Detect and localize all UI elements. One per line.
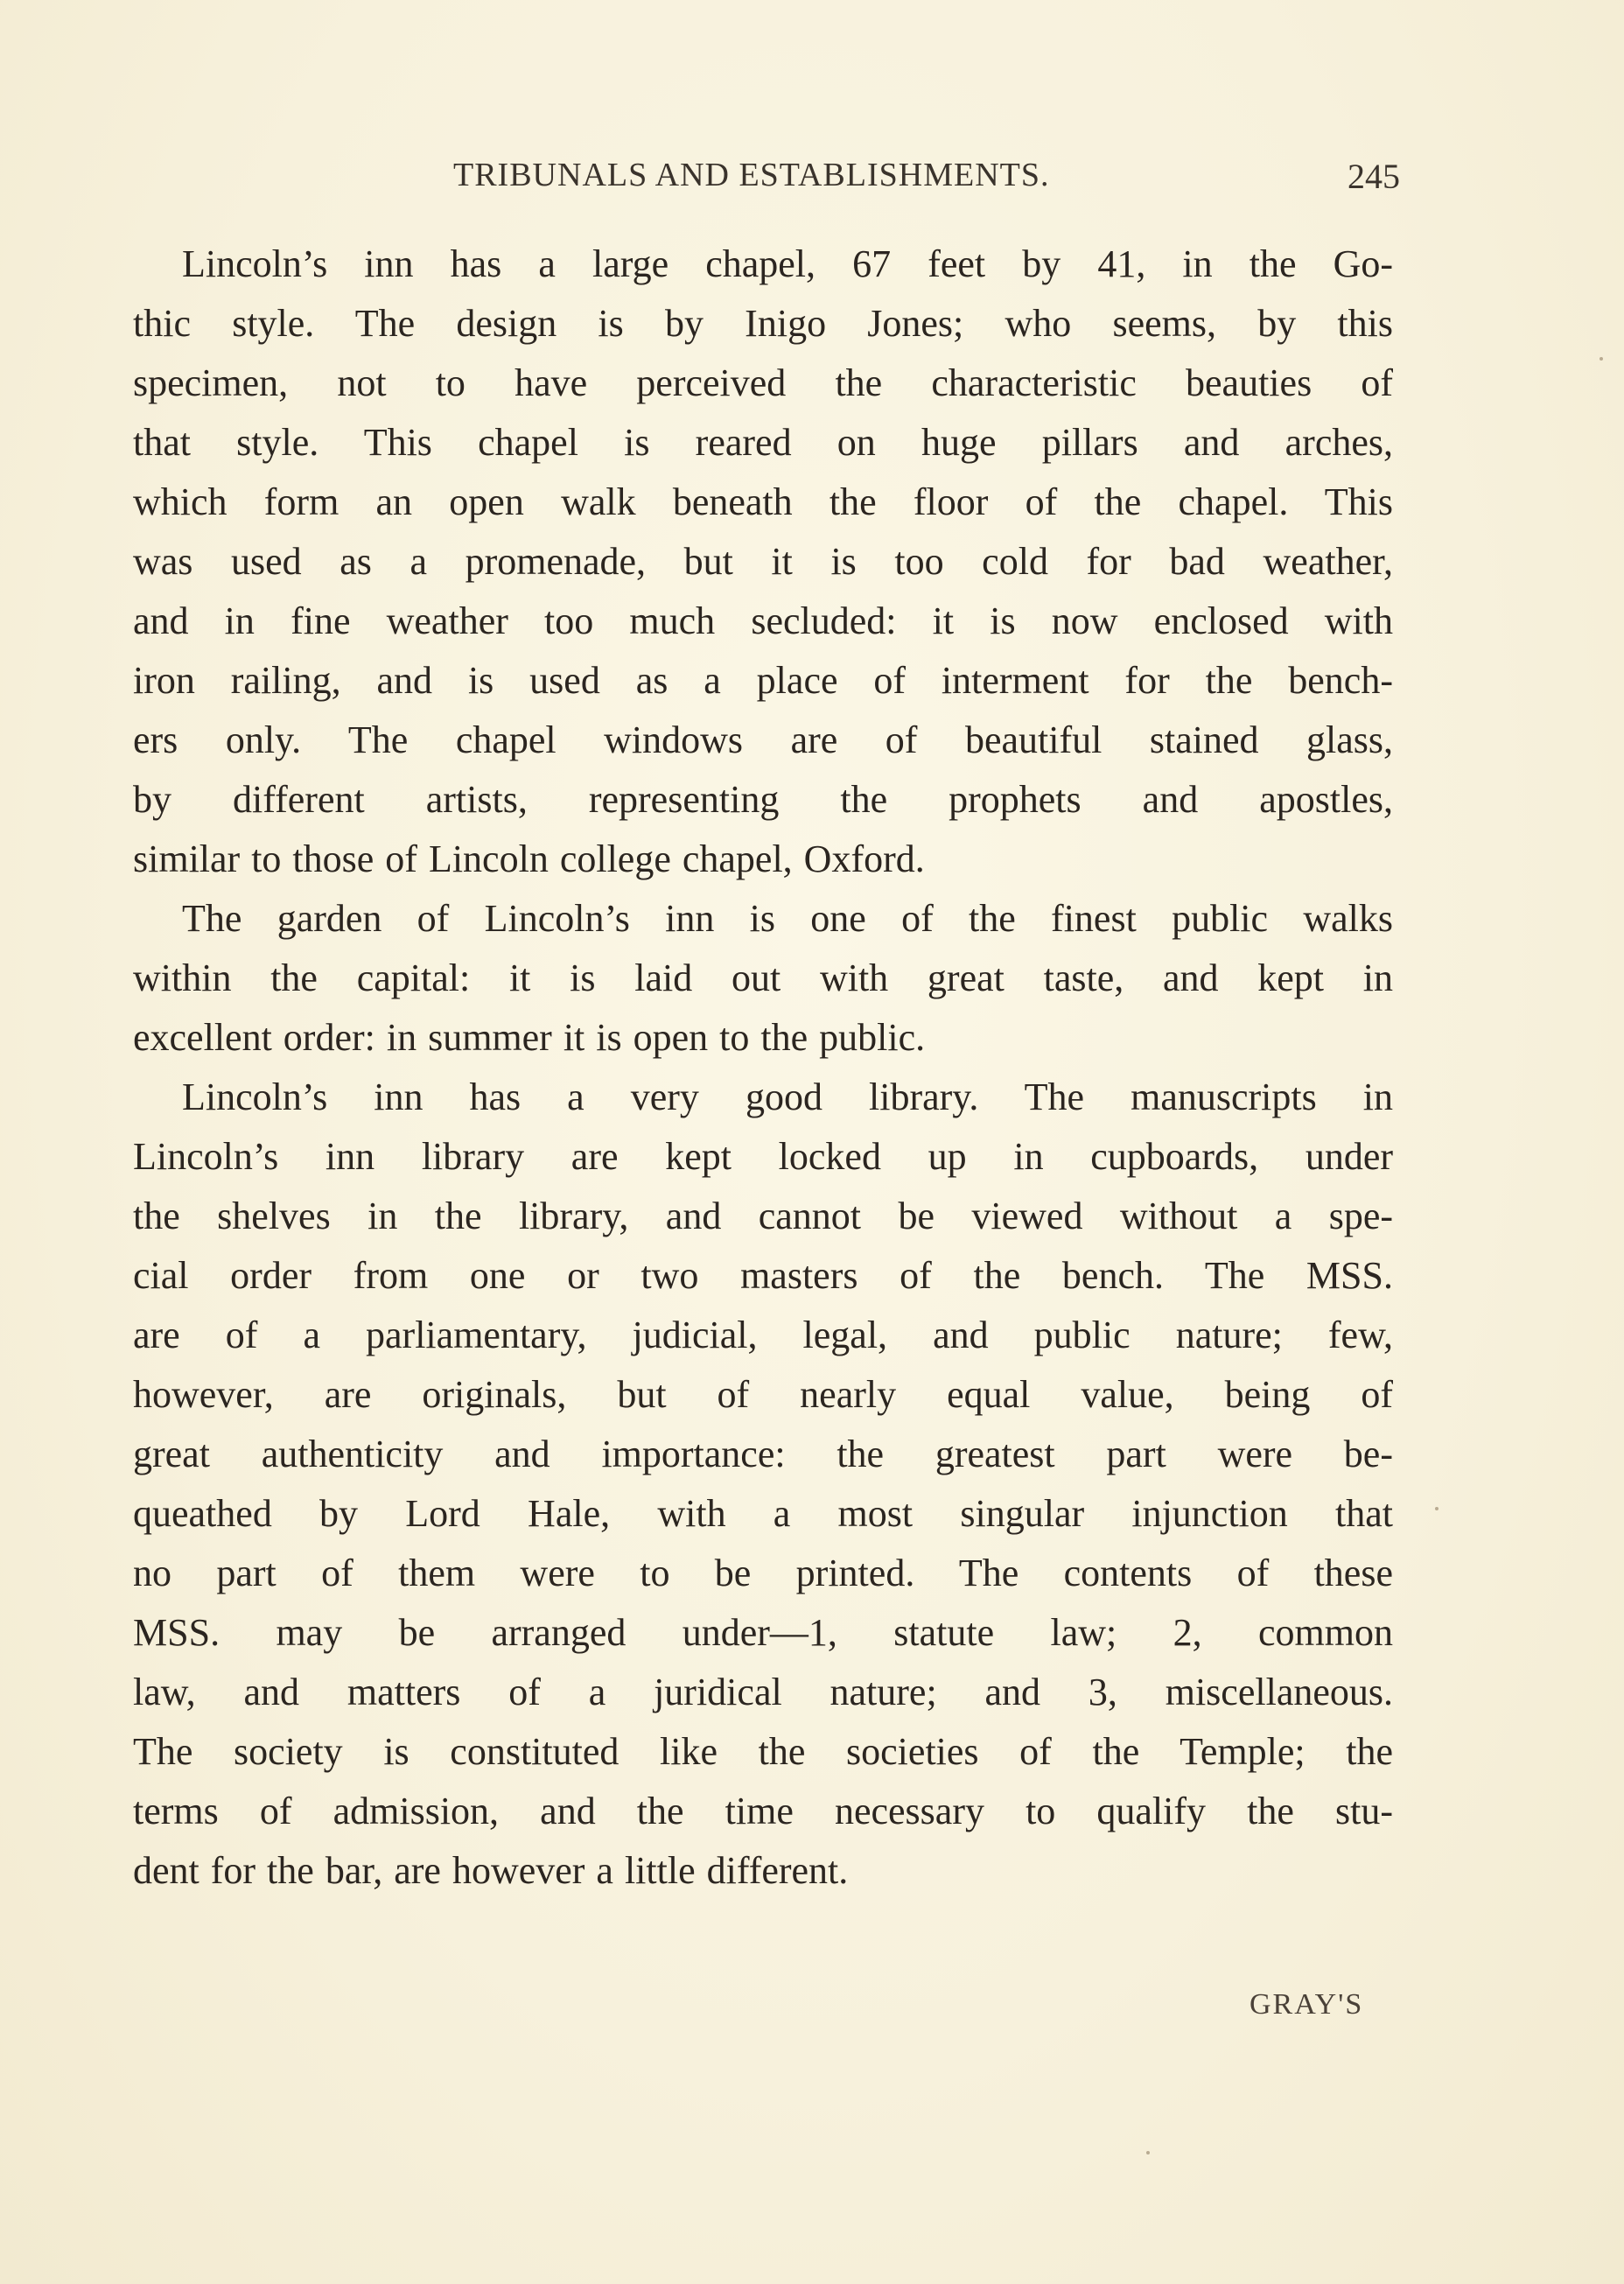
text-line: cial order from one or two masters of the bench. The MSS. xyxy=(133,1254,1393,1297)
text-line: excellent order: in summer it is open to the public. xyxy=(133,1016,926,1059)
text-line: was used as a promenade, but it is too cold for bad weather, xyxy=(133,540,1393,583)
text-line: within the capital: it is laid out with great taste, and kept in xyxy=(133,956,1393,999)
page-number: 245 xyxy=(1348,157,1400,196)
text-line: queathed by Lord Hale, with a most singular injunction that xyxy=(133,1492,1393,1535)
text-line: Lincoln’s inn library are kept locked up in cupboards, under xyxy=(133,1135,1393,1178)
text-line: terms of admission, and the time necessary to qualify the stu- xyxy=(133,1790,1393,1832)
text-line: the shelves in the library, and cannot be viewed without a spe- xyxy=(133,1195,1393,1237)
text-line: great authenticity and importance: the greatest part were be- xyxy=(133,1433,1393,1475)
body-text xyxy=(133,235,1393,1901)
text-line: no part of them were to be printed. The contents of these xyxy=(133,1552,1393,1594)
text-line: which form an open walk beneath the floor of the chapel. This xyxy=(133,480,1393,523)
text-line: however, are originals, but of nearly equal value, being of xyxy=(133,1373,1393,1416)
text-line: iron railing, and is used as a place of interment for the bench- xyxy=(133,659,1393,702)
text-line: MSS. may be arranged under—1, statute law; 2, common xyxy=(133,1611,1393,1654)
catchword: GRAY'S xyxy=(1250,1988,1364,2021)
text-line: and in fine weather too much secluded: it is now enclosed with xyxy=(133,599,1393,642)
text-line: Lincoln’s inn has a very good library. The manuscripts in xyxy=(182,1075,1393,1118)
paper-speck xyxy=(1146,2151,1150,2154)
text-line: thic style. The design is by Inigo Jones; who seems, by this xyxy=(133,302,1393,345)
text-line: law, and matters of a juridical nature; and 3, miscellaneous. xyxy=(133,1671,1393,1713)
text-line: specimen, not to have perceived the characteristic beauties of xyxy=(133,361,1393,404)
paper-speck xyxy=(1600,357,1603,361)
running-title: TRIBUNALS AND ESTABLISHMENTS. xyxy=(453,157,1050,193)
text-line: dent for the bar, are however a little different. xyxy=(133,1849,849,1892)
text-line: that style. This chapel is reared on huge pillars and arches, xyxy=(133,421,1393,464)
text-line: are of a parliamentary, judicial, legal, and public nature; few, xyxy=(133,1314,1393,1356)
paper-speck xyxy=(1435,1507,1438,1510)
text-line: by different artists, representing the prophets and apostles, xyxy=(133,778,1393,821)
text-line: similar to those of Lincoln college chapel, Oxford. xyxy=(133,837,925,880)
text-line: Lincoln’s inn has a large chapel, 67 feet by 41, in the Go- xyxy=(182,242,1393,285)
text-line: ers only. The chapel windows are of beautiful stained glass, xyxy=(133,718,1393,761)
running-head xyxy=(0,156,1624,208)
text-line: The garden of Lincoln’s inn is one of the finest public walks xyxy=(182,897,1393,940)
text-line: The society is constituted like the societies of the Temple; the xyxy=(133,1730,1393,1773)
